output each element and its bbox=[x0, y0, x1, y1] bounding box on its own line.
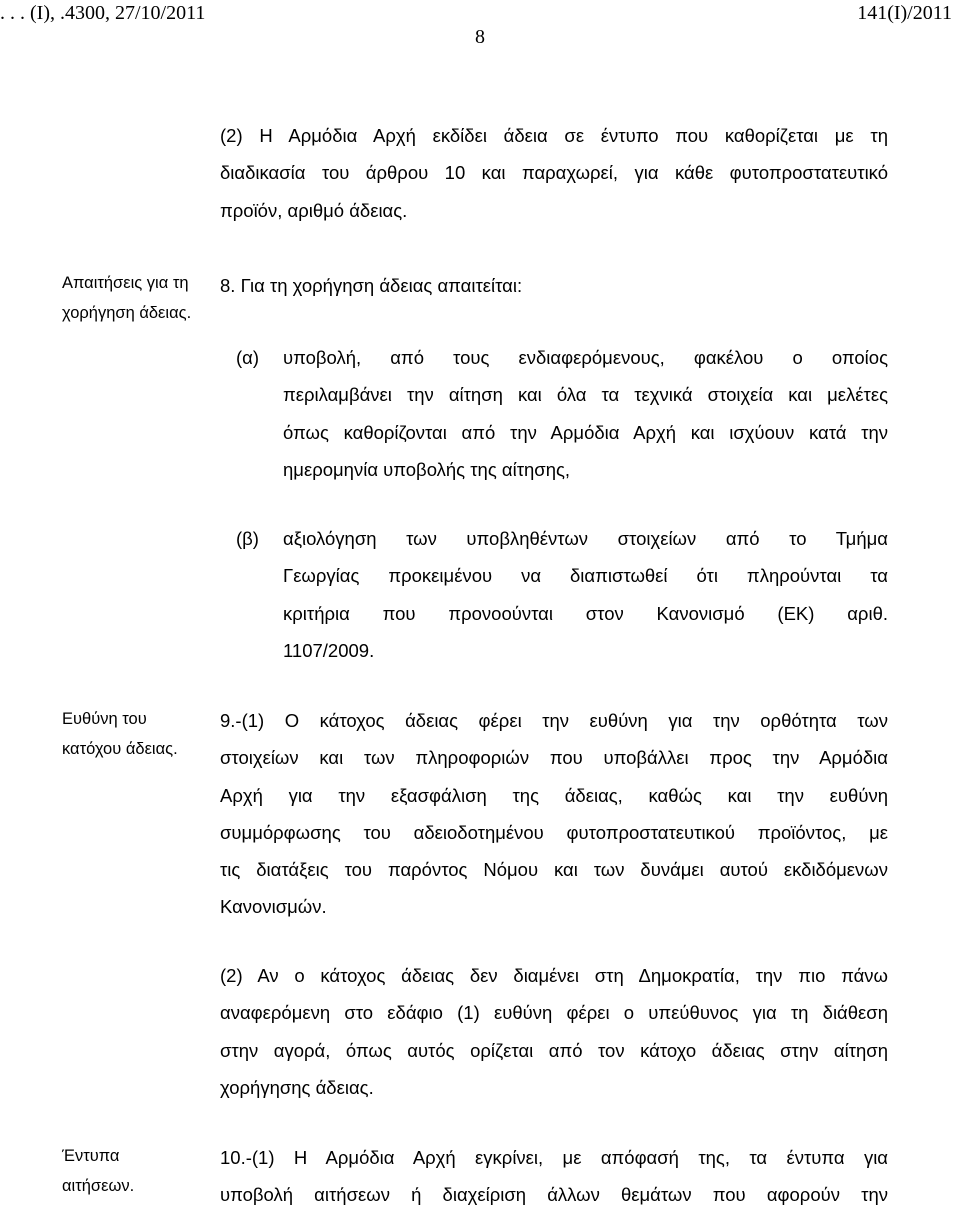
text-line: Κανονισμών. bbox=[220, 896, 327, 918]
text-line: όπως καθορίζονται από την Αρμόδια Αρχή και ισχύουν κατά την bbox=[283, 421, 888, 443]
section-8-item-b bbox=[283, 520, 888, 669]
margin-note-line: κατόχου άδειας. bbox=[62, 740, 178, 758]
margin-note-line: αιτήσεων. bbox=[62, 1177, 135, 1195]
running-header-right: 141(Ι)/2011 bbox=[857, 2, 952, 24]
text-line: Αρχή για την εξασφάλιση της άδειας, καθώς και την ευθύνη bbox=[220, 784, 888, 806]
margin-note-section-10 bbox=[62, 1141, 222, 1201]
section-8-item-a bbox=[283, 339, 888, 488]
text-line: ημερομηνία υποβολής της αίτησης, bbox=[283, 458, 571, 480]
text-line: στην αγορά, όπως αυτός ορίζεται από τον κάτοχο άδειας στην αίτηση bbox=[220, 1039, 888, 1061]
text-line: 9.-(1) Ο κάτοχος άδειας φέρει την ευθύνη για την ορθότητα των bbox=[220, 710, 888, 731]
section-9-paragraph-1 bbox=[220, 702, 888, 926]
running-header-left: . . . (Ι), .4300, 27/10/2011 bbox=[0, 2, 206, 24]
page-number: 8 bbox=[475, 26, 485, 48]
text-line: (2) Η Αρμόδια Αρχή εκδίδει άδεια σε έντυπο που καθορίζεται με τη bbox=[220, 125, 888, 146]
margin-note-line: Ευθύνη του bbox=[62, 710, 147, 728]
text-line: Γεωργίας προκειμένου να διαπιστωθεί ότι πληρούνται τα bbox=[283, 565, 888, 587]
section-10-paragraph-1 bbox=[220, 1139, 888, 1214]
text-line: χορήγησης άδειας. bbox=[220, 1076, 374, 1098]
text-line: υποβολή, από τους ενδιαφερόμενους, φακέλου ο οποίος bbox=[283, 347, 888, 368]
text-line: τις διατάξεις του παρόντος Νόμου και των δυνάμει αυτού εκδιδόμενων bbox=[220, 859, 888, 881]
text-line: στοιχείων και των πληροφοριών που υποβάλλει προς την Αρμόδια bbox=[220, 747, 888, 769]
text-line: προϊόν, αριθμό άδειας. bbox=[220, 199, 408, 221]
item-b-marker: (β) bbox=[236, 528, 259, 549]
text-line: διαδικασία του άρθρου 10 και παραχωρεί, για κάθε φυτοπροστατευτικό bbox=[220, 162, 888, 184]
text-line: (2) Αν ο κάτοχος άδειας δεν διαμένει στη Δημοκρατία, την πιο πάνω bbox=[220, 965, 888, 986]
section-7-paragraph-2 bbox=[220, 117, 888, 229]
text-line: περιλαμβάνει την αίτηση και όλα τα τεχνικά στοιχεία και μελέτες bbox=[283, 384, 888, 406]
text-line: 1107/2009. bbox=[283, 639, 375, 661]
margin-note-section-8 bbox=[62, 268, 222, 328]
margin-note-line: χορήγηση άδειας. bbox=[62, 304, 192, 322]
margin-note-line: Απαιτήσεις για τη bbox=[62, 274, 189, 292]
item-a-marker: (α) bbox=[236, 347, 260, 368]
text-line: υποβολή αιτήσεων ή διαχείριση άλλων θεμάτων που αφορούν την bbox=[220, 1184, 888, 1206]
text-line: αναφερόμενη στο εδάφιο (1) ευθύνη φέρει ο υπεύθυνος για τη διάθεση bbox=[220, 1002, 888, 1024]
section-8-heading: 8. Για τη χορήγηση άδειας απαιτείται: bbox=[220, 275, 523, 296]
section-9-paragraph-2 bbox=[220, 957, 888, 1106]
text-line: κριτήρια που προνοούνται στον Κανονισμό (ΕΚ) αριθ. bbox=[283, 602, 888, 624]
text-line: αξιολόγηση των υποβληθέντων στοιχείων από το Τμήμα bbox=[283, 528, 888, 549]
margin-note-line: Έντυπα bbox=[62, 1147, 120, 1165]
margin-note-section-9 bbox=[62, 704, 222, 764]
text-line: 10.-(1) Η Αρμόδια Αρχή εγκρίνει, με απόφασή της, τα έντυπα για bbox=[220, 1147, 888, 1168]
text-line: συμμόρφωσης του αδειοδοτημένου φυτοπροστατευτικού προϊόντος, με bbox=[220, 821, 888, 843]
